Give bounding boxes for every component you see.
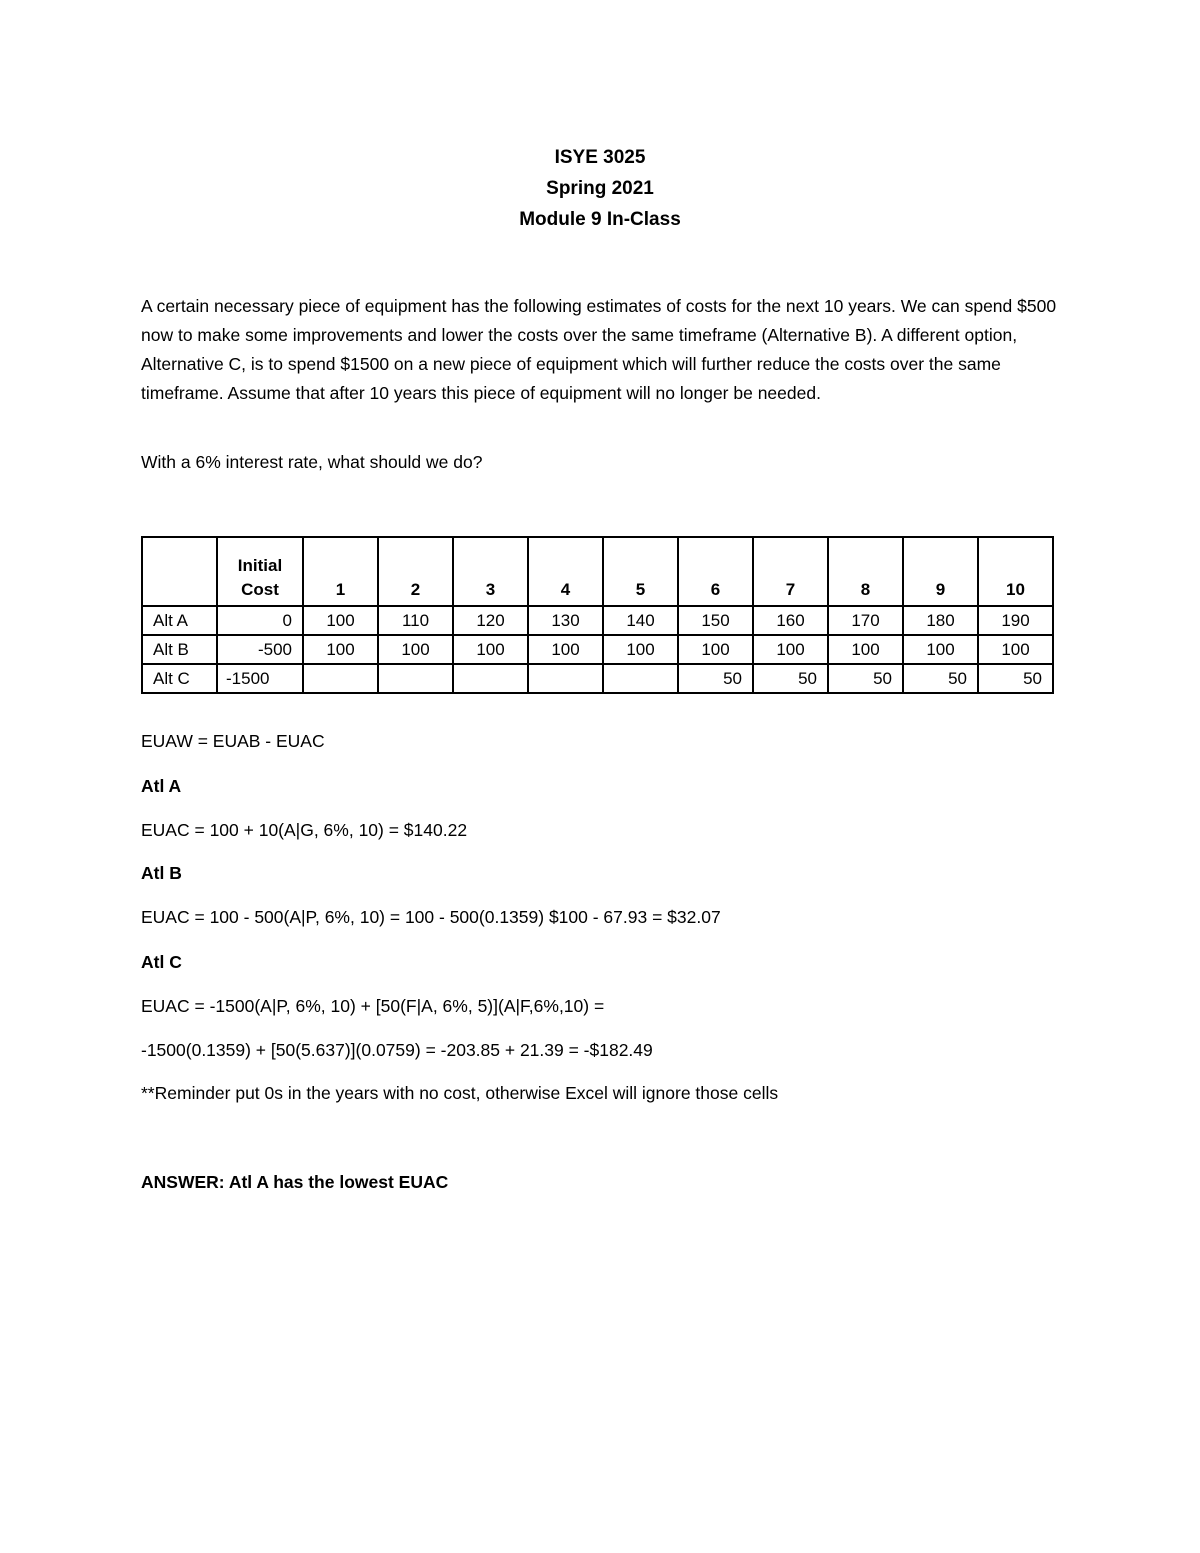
table-cell: 50 <box>903 664 978 693</box>
table-cell: -1500 <box>217 664 303 693</box>
table-cell: 100 <box>678 635 753 664</box>
euaw-formula: EUAW = EUAB - EUAC <box>141 731 325 751</box>
problem-question: With a 6% interest rate, what should we do? <box>141 452 483 472</box>
course-title: ISYE 3025 <box>554 147 646 168</box>
document-header <box>0 142 1200 235</box>
table-cell: 100 <box>378 635 453 664</box>
table-cell: 100 <box>978 635 1053 664</box>
cost-table <box>141 536 1054 694</box>
alt-b-heading: Atl B <box>141 863 182 883</box>
table-cell <box>303 664 378 693</box>
table-row-alt-b <box>142 635 1053 664</box>
table-cell: 110 <box>378 606 453 635</box>
table-cell: 100 <box>828 635 903 664</box>
table-cell <box>453 664 528 693</box>
table-cell: 100 <box>903 635 978 664</box>
header-cell <box>142 537 217 606</box>
table-cell: 100 <box>753 635 828 664</box>
table-cell: 0 <box>217 606 303 635</box>
row-label: Alt B <box>142 635 217 664</box>
table-cell: 150 <box>678 606 753 635</box>
table-header-row <box>142 537 1053 606</box>
header-cell-year: 3 <box>453 537 528 606</box>
alt-a-heading: Atl A <box>141 776 182 796</box>
table-cell: 130 <box>528 606 603 635</box>
header-cell-initial-cost: Initial Cost <box>217 537 303 606</box>
header-cell-year: 5 <box>603 537 678 606</box>
table-row-alt-a <box>142 606 1053 635</box>
table-cell <box>528 664 603 693</box>
header-cell-year: 4 <box>528 537 603 606</box>
table-cell: 100 <box>528 635 603 664</box>
answer-line: ANSWER: Atl A has the lowest EUAC <box>141 1172 449 1192</box>
alt-a-equation: EUAC = 100 + 10(A|G, 6%, 10) = $140.22 <box>141 820 468 840</box>
table-cell: 160 <box>753 606 828 635</box>
alt-c-equation-2: -1500(0.1359) + [50(5.637)](0.0759) = -203.85 + 21.39 = -$182.49 <box>141 1040 653 1060</box>
table-cell: -500 <box>217 635 303 664</box>
table-cell: 100 <box>453 635 528 664</box>
table-cell: 100 <box>303 635 378 664</box>
alt-b-equation: EUAC = 100 - 500(A|P, 6%, 10) = 100 - 500(0.1359) $100 - 67.93 = $32.07 <box>141 907 721 927</box>
table-cell <box>378 664 453 693</box>
table-cell: 140 <box>603 606 678 635</box>
header-cell-year: 6 <box>678 537 753 606</box>
table-cell: 50 <box>753 664 828 693</box>
table-cell: 100 <box>603 635 678 664</box>
table-cell: 190 <box>978 606 1053 635</box>
row-label: Alt C <box>142 664 217 693</box>
header-cell-year: 10 <box>978 537 1053 606</box>
problem-intro: A certain necessary piece of equipment has the following estimates of costs for the next 10 years. We can spend $500 now to make some improvements and lower the costs over the same timeframe (Alternative B). A different option, Alternative C, is to spend $1500 on a new piece of equipment which will further reduce the costs over the same timeframe. Assume that after 10 years this piece of equipment will no longer be needed. <box>141 296 1057 403</box>
table-cell: 50 <box>978 664 1053 693</box>
table-cell <box>603 664 678 693</box>
term-title: Spring 2021 <box>546 178 654 199</box>
row-label: Alt A <box>142 606 217 635</box>
header-cell-year: 1 <box>303 537 378 606</box>
excel-reminder: **Reminder put 0s in the years with no cost, otherwise Excel will ignore those cells <box>141 1083 779 1103</box>
table-cell: 100 <box>303 606 378 635</box>
alt-c-heading: Atl C <box>141 952 182 972</box>
header-cell-year: 8 <box>828 537 903 606</box>
table-cell: 50 <box>828 664 903 693</box>
table-cell: 180 <box>903 606 978 635</box>
header-cell-year: 2 <box>378 537 453 606</box>
table-cell: 50 <box>678 664 753 693</box>
alt-c-equation-1: EUAC = -1500(A|P, 6%, 10) + [50(F|A, 6%, 5)](A|F,6%,10) = <box>141 996 605 1016</box>
header-cell-year: 9 <box>903 537 978 606</box>
table-cell: 120 <box>453 606 528 635</box>
header-cell-year: 7 <box>753 537 828 606</box>
module-title: Module 9 In-Class <box>519 209 681 230</box>
table-cell: 170 <box>828 606 903 635</box>
table-row-alt-c <box>142 664 1053 693</box>
